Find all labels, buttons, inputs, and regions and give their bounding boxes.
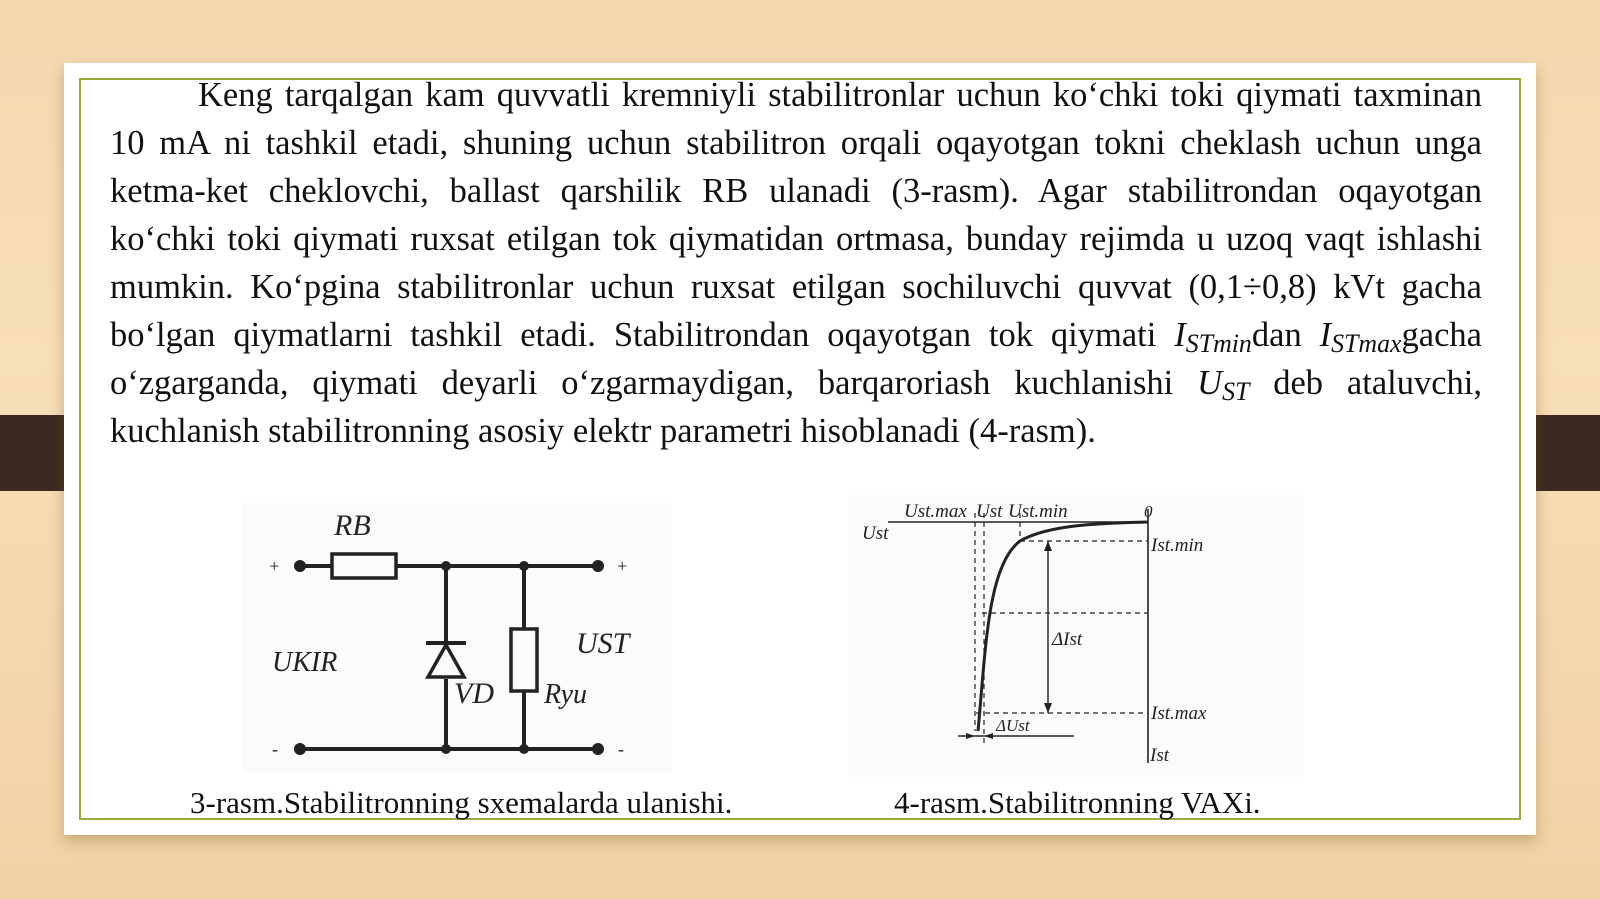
label-delta-ust: ΔUst xyxy=(996,716,1030,735)
istmax-symbol: $I_{STmax}$ xyxy=(1319,316,1402,358)
label-ust-max: Ust.max xyxy=(904,501,967,522)
figure-4-vax xyxy=(848,495,1303,777)
label-ryu: Ryu xyxy=(544,679,588,710)
label-ust-axis: Ust xyxy=(862,523,889,544)
ust-symbol: $U_{ST}$ xyxy=(1197,364,1250,406)
label-ukir: UKIR xyxy=(272,647,338,678)
label-plus-right: + xyxy=(616,556,629,576)
paragraph-text-3: gacha o‘zgarganda, qiymati deyarli o‘zgarmaydigan, barqaroriash kuchlanishi xyxy=(110,316,1482,402)
label-delta-ist: ΔIst xyxy=(1052,629,1083,650)
label-ist-axis: Ist xyxy=(1150,745,1169,766)
label-plus-left: + xyxy=(268,556,281,576)
circuit-diagram xyxy=(242,503,672,773)
paragraph-text-2: dan xyxy=(1251,316,1320,354)
label-ust-min: Ust.min xyxy=(1008,501,1068,522)
label-ust-top: Ust xyxy=(976,501,1003,522)
istmin-symbol: $I_{STmin}$ xyxy=(1174,316,1252,358)
label-zero: 0 xyxy=(1144,502,1153,521)
label-ist-max: Ist.max xyxy=(1151,703,1207,724)
label-ust: UST xyxy=(576,627,630,660)
vax-diagram xyxy=(848,495,1303,777)
paragraph-text-1: Keng tarqalgan kam quvvatli kremniyli stabilitronlar uchun ko‘chki toki qiymati taxminan 10 mA ni tashkil etadi, shuning uchun stabilitron orqali oqayotgan tokni cheklash uchun unga ketma-ket cheklovchi, ballast qarshilik RB ulanadi (3-rasm). Agar stabilitrondan oqayotgan ko‘chki toki qiymati ruxsat etilgan tok qiymatidan ortmasa, bunday rejimda u uzoq vaqt ishlashi mumkin. Ko‘pgina stabilitronlar uchun ruxsat etilgan sochiluvchi quvvat (0,1÷0,8) kVt gacha bo‘lgan qiymatlarni tashkil etadi. Stabilitrondan oqayotgan tok qiymati xyxy=(110,76,1482,354)
figure-4-caption: 4-rasm.Stabilitronning VAXi. xyxy=(894,785,1261,820)
paragraph-text-4: deb ataluvchi, kuchlanish stabilitronning asosiy elektr parametri hisoblanadi (4-rasm). xyxy=(110,364,1482,450)
label-vd: VD xyxy=(454,677,494,710)
label-ist-min: Ist.min xyxy=(1151,535,1204,556)
figure-3-caption: 3-rasm.Stabilitronning sxemalarda ulanishi. xyxy=(190,785,733,820)
label-minus-left: - xyxy=(272,739,278,759)
slide-card xyxy=(64,63,1536,835)
figure-3-circuit xyxy=(242,503,672,773)
main-paragraph xyxy=(110,71,1482,455)
label-rb: RB xyxy=(334,509,371,542)
label-minus-right: - xyxy=(618,739,624,759)
